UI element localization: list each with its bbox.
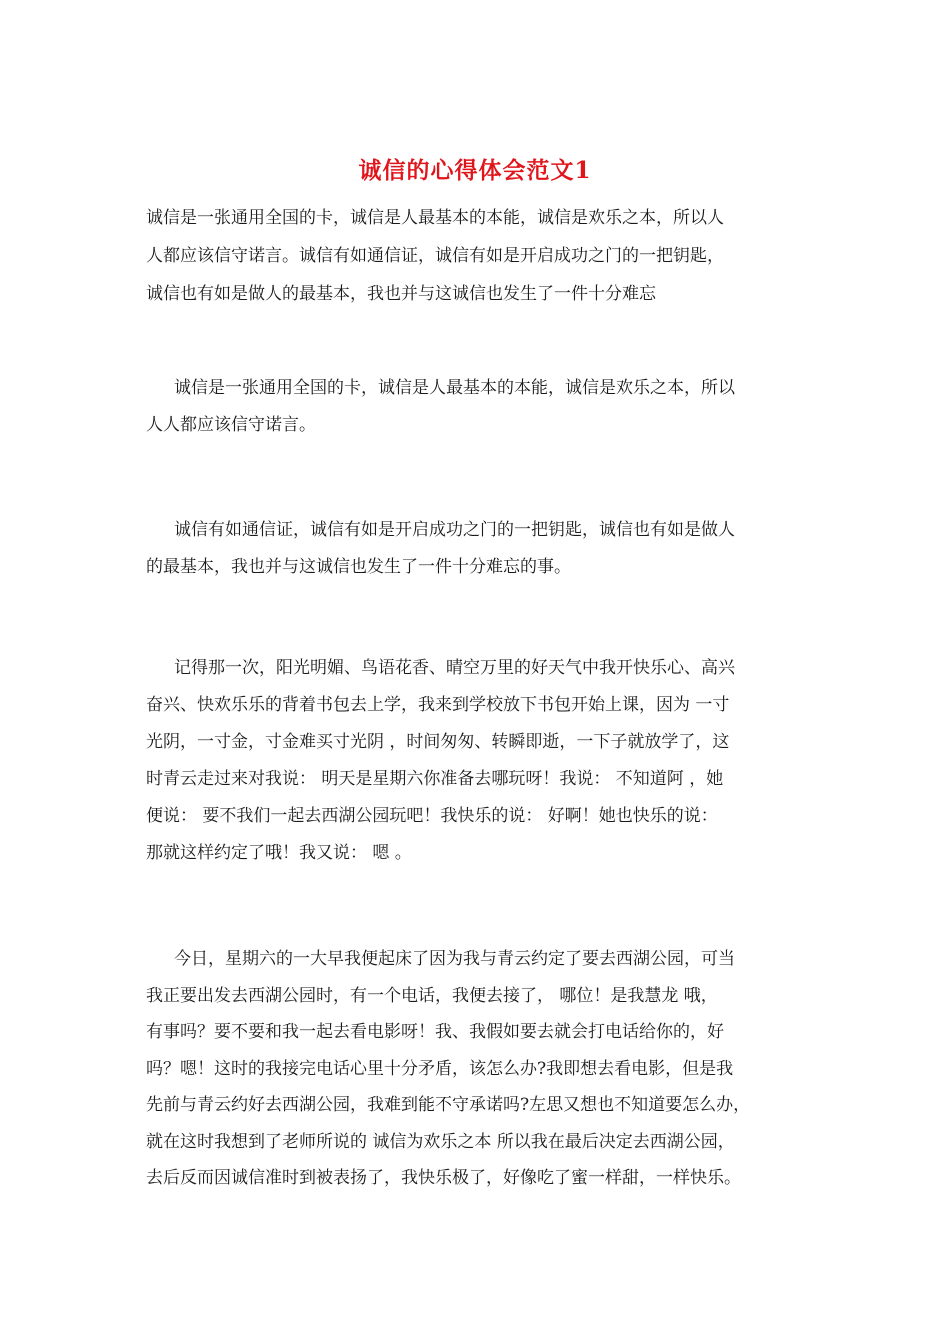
paragraph-line: 有事吗？要不要和我一起去看电影呀！我、我假如要去就会打电话给你的，好	[146, 1022, 724, 1042]
paragraph-2	[146, 512, 818, 586]
paragraph-line: 今日，星期六的一大早我便起床了因为我与青云约定了要去西湖公园，可当	[174, 949, 735, 969]
paragraph-line: 先前与青云约好去西湖公园，我难到能不守承诺吗?左思又想也不知道要怎么办，	[146, 1095, 751, 1115]
paragraph-line: 便说： 要不我们一起去西湖公园玩吧！我快乐的说： 好啊！她也快乐的说：	[146, 806, 718, 826]
paragraph-line: 去后反而因诚信准时到被表扬了，我快乐极了，好像吃了蜜一样甜，一样快乐。	[146, 1168, 741, 1188]
summary-line: 诚信也有如是做人的最基本，我也并与这诚信也发生了一件十分难忘	[146, 284, 656, 304]
paragraph-line: 那就这样约定了哦！我又说： 嗯 。	[146, 843, 412, 863]
paragraph-line: 人人都应该信守诺言。	[146, 415, 316, 435]
summary-line: 诚信是一张通用全国的卡，诚信是人最基本的本能，诚信是欢乐之本，所以人	[146, 208, 724, 228]
paragraph-4	[146, 941, 818, 1197]
summary-block	[146, 199, 816, 313]
paragraph-line: 诚信是一张通用全国的卡，诚信是人最基本的本能，诚信是欢乐之本，所以	[174, 378, 735, 398]
paragraph-line: 光阴，一寸金，寸金难买寸光阴 ，时间匆匆、转瞬即逝，一下子就放学了，这	[146, 732, 730, 752]
paragraph-line: 就在这时我想到了老师所说的 诚信为欢乐之本 所以我在最后决定去西湖公园，	[146, 1131, 735, 1152]
paragraph-line: 奋兴、快欢乐乐的背着书包去上学，我来到学校放下书包开始上课，因为 一寸	[146, 695, 730, 715]
document-title: 诚信的心得体会范文1	[358, 157, 592, 184]
paragraph-line: 诚信有如通信证，诚信有如是开启成功之门的一把钥匙，诚信也有如是做人	[174, 520, 735, 540]
paragraph-line: 吗？嗯！这时的我接完电话心里十分矛盾，该怎么办?我即想去看电影，但是我	[146, 1058, 734, 1079]
paragraph-line: 的最基本，我也并与这诚信也发生了一件十分难忘的事。	[146, 557, 571, 577]
paragraph-line: 我正要出发去西湖公园时，有一个电话，我便去接了， 哪位！是我慧龙 哦，	[146, 985, 718, 1006]
paragraph-1	[146, 370, 818, 444]
summary-line: 人都应该信守诺言。诚信有如通信证，诚信有如是开启成功之门的一把钥匙，	[146, 246, 724, 266]
paragraph-3	[146, 650, 818, 872]
paragraph-line: 时青云走过来对我说： 明天是星期六你准备去哪玩呀！我说： 不知道阿 ，她	[146, 769, 724, 789]
paragraph-line: 记得那一次，阳光明媚、鸟语花香、晴空万里的好天气中我开快乐心、高兴	[174, 658, 735, 678]
